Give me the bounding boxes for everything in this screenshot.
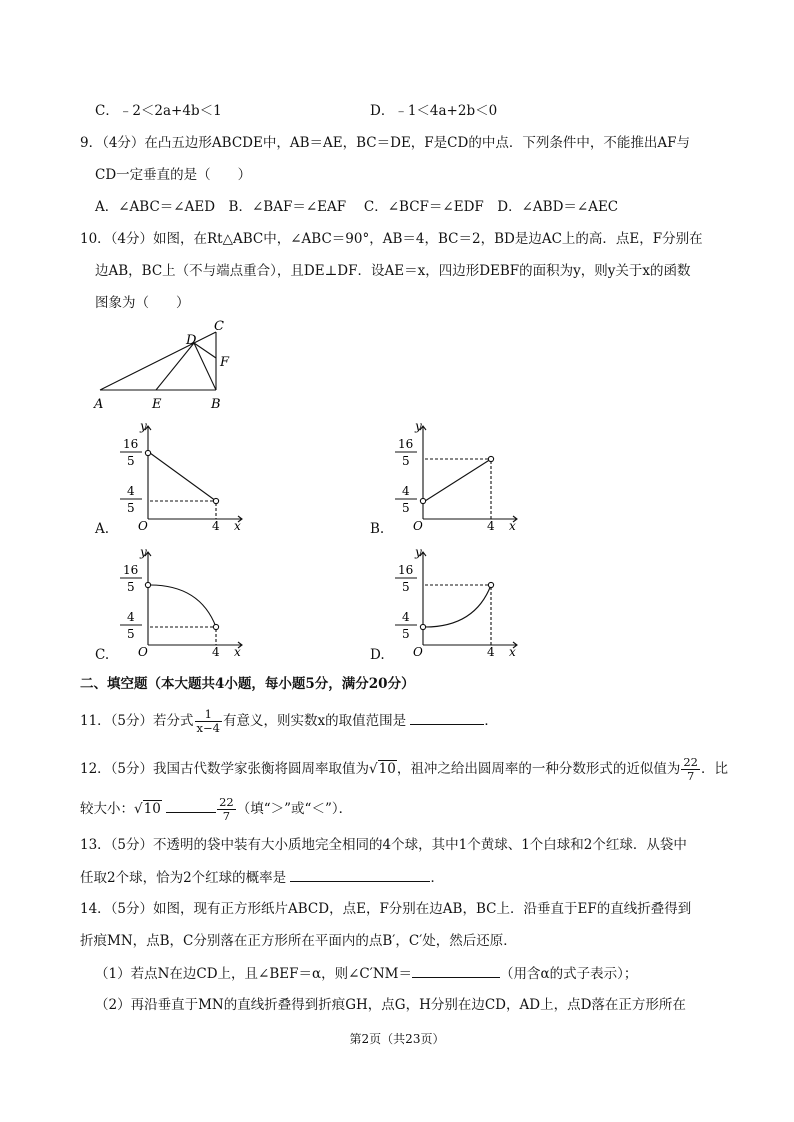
tick-16: 16: [398, 437, 414, 451]
q10-line2: 边AB，BC上（不与端点重合），且DE⊥DF．设AE＝x，四边形DEBF的面积为y，则y关于x的函数: [95, 263, 691, 279]
choice-a: A.: [95, 521, 110, 537]
axis-x: x: [509, 519, 516, 533]
q8-option-c: C．﹣2＜2a+4b＜1: [95, 103, 222, 119]
origin: O: [413, 519, 423, 533]
q8-option-d: D．﹣1＜4a+2b＜0: [370, 103, 498, 119]
axis-y: y: [140, 545, 147, 559]
q13-end: ．: [430, 870, 444, 886]
q14-line2: 折痕MN，点B，C分别落在正方形所在平面内的点B′，C′处，然后还原．: [80, 933, 517, 949]
q10-triangle-figure: [90, 318, 250, 413]
tick-5a: 5: [402, 454, 410, 468]
q10-line1: 10．（4分）如图，在Rt△ABC中，∠ABC＝90°，AB＝4，BC＝2，BD是边AC上的高．点E，F分别在: [80, 231, 703, 247]
q12-tail: ．比: [700, 761, 728, 777]
q9-options: A．∠ABC＝∠AED B．∠BAF＝∠EAF C．∠BCF＝∠EDF D．∠ABD＝∠AEC: [95, 199, 619, 215]
tick-5a: 5: [402, 580, 410, 594]
q11-end: ．: [484, 713, 498, 729]
label-b: B: [211, 397, 221, 412]
tick-16: 16: [398, 563, 414, 577]
q11-frac-den: x−4: [196, 721, 220, 735]
q12-line2-prefix: 较大小：: [80, 801, 134, 817]
tick-4n: 4: [402, 484, 410, 498]
tick-16: 16: [123, 563, 139, 577]
tick-4: 4: [487, 645, 495, 659]
q12-line2: [80, 796, 352, 823]
q11-prefix: 11．（5分）若分式: [80, 713, 194, 729]
tick-5b: 5: [402, 501, 410, 515]
tick-4n: 4: [127, 484, 135, 498]
tick-5b: 5: [127, 501, 135, 515]
q12-line1: [80, 756, 728, 783]
q14-line3-prefix: （1）若点N在边CD上，且∠BEF＝α，则∠C′NM＝: [95, 966, 412, 982]
q14-line3: [95, 964, 637, 983]
q12-answer-blank[interactable]: [166, 799, 216, 813]
axis-x: x: [234, 645, 241, 659]
q11-fraction: [195, 708, 222, 735]
tick-5a: 5: [127, 454, 135, 468]
graph-b: [385, 418, 525, 533]
choice-b: B.: [370, 521, 385, 537]
q14-answer-blank[interactable]: [412, 964, 500, 978]
q13-line1: 13．（5分）不透明的袋中装有大小质地完全相同的4个球，其中1个黄球、1个白球和2个红球．从袋中: [80, 837, 687, 853]
axis-x: x: [509, 645, 516, 659]
tick-4: 4: [212, 645, 220, 659]
axis-y: y: [415, 419, 422, 433]
graph-a: [110, 418, 250, 533]
section-2-title: 二、填空题（本大题共4小题，每小题5分，满分20分）: [80, 676, 415, 692]
q9-line1: 9．（4分）在凸五边形ABCDE中，AB＝AE，BC＝DE，F是CD的中点．下列条件中，不能推出AF与: [80, 135, 690, 151]
choice-c: C.: [95, 647, 110, 663]
page-footer: 第2页（共23页）: [349, 1032, 445, 1046]
q14-line3-suffix: （用含α的式子表示）；: [499, 966, 638, 982]
q11-suffix: 有意义，则实数x的取值范围是: [222, 713, 407, 729]
origin: O: [413, 645, 423, 659]
tick-4n: 4: [127, 610, 135, 624]
q12-line2-suffix: （填“＞”或“＜”）．: [236, 801, 353, 817]
q14-line4: （2）再沿垂直于MN的直线折叠得到折痕GH，点G，H分别在边CD，AD上，点D落在正方形所在: [95, 997, 686, 1013]
tick-4: 4: [487, 519, 495, 533]
origin: O: [138, 519, 148, 533]
q13-text: 任取2个球，恰为2个红球的概率是: [80, 870, 287, 886]
tick-5b: 5: [127, 627, 135, 641]
q12-sqrt-2: √10: [134, 801, 161, 817]
origin: O: [138, 645, 148, 659]
q14-line1: 14．（5分）如图，现有正方形纸片ABCD，点E，F分别在边AB，BC上．沿垂直于EF的直线折叠得到: [80, 901, 692, 917]
q13-answer-blank[interactable]: [290, 868, 430, 882]
label-e: E: [152, 397, 162, 412]
q12-middle: ，祖冲之给出圆周率的一种分数形式的近似值为: [396, 761, 681, 777]
q12-sqrt: √10: [369, 761, 396, 777]
q12-fraction-2: $\frac{22}{7}$: [219, 795, 234, 823]
axis-y: y: [140, 419, 147, 433]
graph-d: [385, 544, 525, 659]
label-c: C: [214, 319, 224, 334]
label-a: A: [94, 397, 104, 412]
q11: [80, 708, 498, 735]
tick-5a: 5: [127, 580, 135, 594]
q10-line3: 图象为（ ）: [95, 295, 190, 311]
q11-answer-blank[interactable]: [410, 711, 484, 725]
choice-d: D.: [370, 647, 385, 663]
axis-y: y: [415, 545, 422, 559]
graph-c: [110, 544, 250, 659]
label-f: F: [220, 355, 230, 370]
tick-4: 4: [212, 519, 220, 533]
tick-4n: 4: [402, 610, 410, 624]
tick-5b: 5: [402, 627, 410, 641]
q12-prefix: 12．（5分）我国古代数学家张衡将圆周率取值为: [80, 761, 370, 777]
q11-frac-num: 1: [195, 708, 222, 722]
axis-x: x: [234, 519, 241, 533]
tick-16: 16: [123, 437, 139, 451]
q9-line2: CD一定垂直的是（ ）: [95, 167, 252, 183]
label-d: D: [186, 333, 197, 348]
q12-fraction: $\frac{22}{7}$: [683, 755, 698, 783]
q13-line2: [80, 868, 444, 887]
